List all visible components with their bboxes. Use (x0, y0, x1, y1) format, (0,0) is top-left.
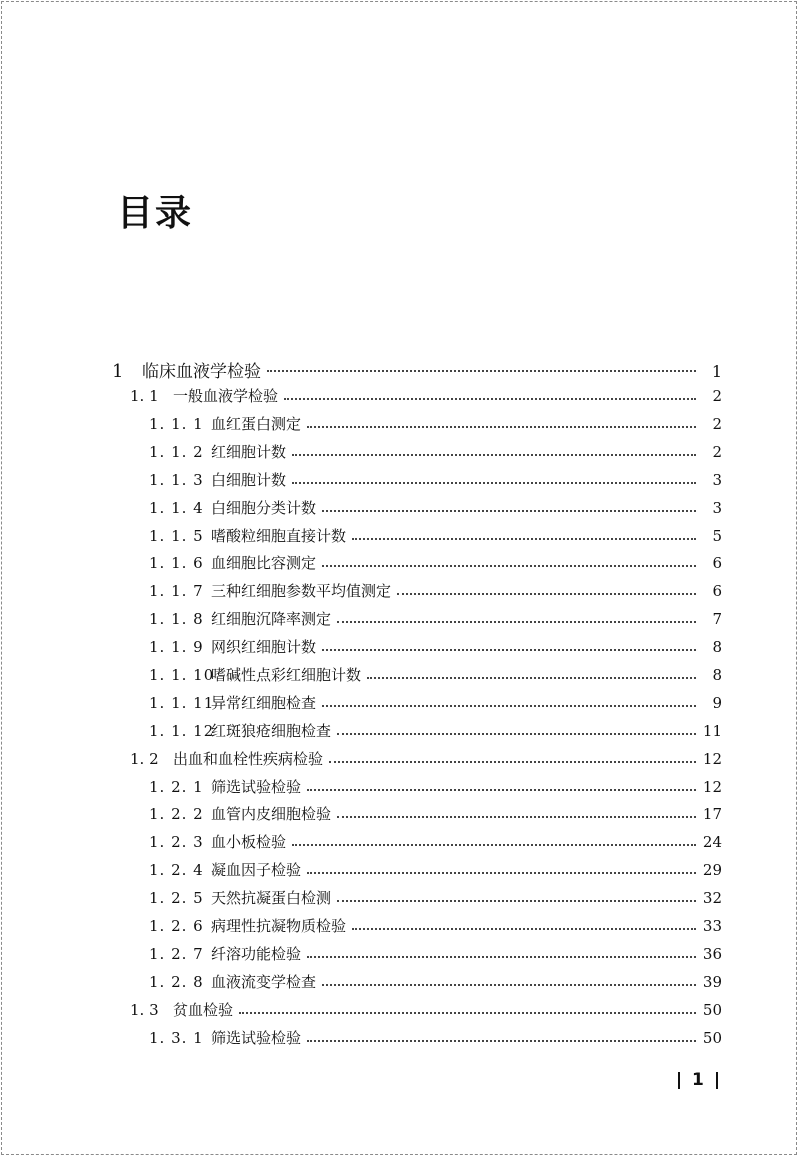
toc-entry-title: 天然抗凝蛋白检测 (211, 889, 332, 907)
toc-leader-dots (322, 984, 696, 986)
footer-bar-left (678, 1072, 680, 1089)
toc-leader-dots (337, 733, 696, 735)
toc-entry-page: 11 (702, 722, 722, 740)
toc-entry-page: 2 (712, 415, 722, 433)
toc-entry-title: 血红蛋白测定 (211, 415, 302, 433)
toc-entry-page: 6 (712, 554, 722, 572)
toc-entry-page: 50 (702, 1029, 722, 1047)
toc-entry-title: 一般血液学检验 (173, 387, 279, 405)
toc-leader-dots (292, 482, 696, 484)
toc-entry-title: 血管内皮细胞检验 (211, 805, 332, 823)
toc-entry-number: 1. 1. 9 (149, 638, 204, 656)
toc-leader-dots (322, 510, 696, 512)
toc-entry[interactable] (149, 441, 722, 463)
toc-entry-page: 6 (712, 582, 722, 600)
toc-entry-page: 17 (702, 805, 722, 823)
toc-leader-dots (352, 538, 696, 540)
toc-entry-page: 12 (702, 778, 722, 796)
toc-entry[interactable] (149, 497, 722, 519)
toc-leader-dots (337, 621, 696, 623)
toc-entry-title: 临床血液学检验 (142, 362, 261, 382)
toc-entry-number: 1. 1. 12 (149, 722, 215, 740)
toc-entry-number: 1. 1 (130, 387, 159, 405)
toc-leader-dots (307, 956, 696, 958)
toc-entry-number: 1. 3 (130, 1001, 159, 1019)
toc-leader-dots (307, 1040, 696, 1042)
toc-entry-title: 嗜酸粒细胞直接计数 (211, 527, 347, 545)
toc-leader-dots (397, 593, 696, 595)
toc-entry-number: 1. 2. 8 (149, 973, 204, 991)
toc-entry-page: 33 (702, 917, 722, 935)
toc-leader-dots (329, 761, 696, 763)
toc-entry-page: 3 (712, 499, 722, 517)
toc-entry[interactable] (149, 971, 722, 993)
toc-leader-dots (284, 398, 696, 400)
toc-leader-dots (322, 649, 696, 651)
toc-entry[interactable] (149, 943, 722, 965)
toc-entry[interactable] (130, 748, 722, 770)
page-title: 目录 (117, 193, 194, 234)
toc-entry[interactable] (149, 915, 722, 937)
toc-entry-page: 36 (702, 945, 722, 963)
toc-entry-title: 贫血检验 (173, 1001, 234, 1019)
toc-leader-dots (307, 789, 696, 791)
toc-entry-number: 1. 1. 10 (149, 666, 215, 684)
toc-leader-dots (322, 565, 696, 567)
toc-entry[interactable] (149, 803, 722, 825)
toc-entry-title: 红细胞沉降率测定 (211, 610, 332, 628)
toc-entry[interactable] (149, 469, 722, 491)
toc-entry-number: 1. 2. 4 (149, 861, 204, 879)
toc-entry[interactable] (149, 859, 722, 881)
toc-entry-page: 32 (702, 889, 722, 907)
toc-entry[interactable] (130, 999, 722, 1021)
toc-entry-number: 1. 1. 6 (149, 554, 204, 572)
toc-entry-page: 7 (712, 610, 722, 628)
toc-entry-page: 50 (702, 1001, 722, 1019)
toc-leader-dots (292, 844, 696, 846)
toc-entry[interactable] (149, 887, 722, 909)
toc-entry[interactable] (149, 831, 722, 853)
toc-entry-title: 血细胞比容测定 (211, 554, 317, 572)
toc-entry-page: 12 (702, 750, 722, 768)
toc-entry-page: 9 (712, 694, 722, 712)
toc-entry-title: 病理性抗凝物质检验 (211, 917, 347, 935)
toc-entry[interactable] (149, 580, 722, 602)
toc-entry-title: 异常红细胞检查 (211, 694, 317, 712)
toc-entry-page: 24 (702, 833, 722, 851)
toc-entry-number: 1. 1. 2 (149, 443, 204, 461)
toc-entry-page: 8 (712, 666, 722, 684)
toc-entry-title: 凝血因子检验 (211, 861, 302, 879)
toc-entry[interactable] (149, 636, 722, 658)
toc-leader-dots (307, 426, 696, 428)
toc-entry[interactable] (130, 385, 722, 407)
toc-entry[interactable] (149, 776, 722, 798)
page-footer (678, 1070, 718, 1090)
toc-entry-title: 纤溶功能检验 (211, 945, 302, 963)
toc-entry-title: 筛选试验检验 (211, 778, 302, 796)
toc-entry-title: 出血和血栓性疾病检验 (173, 750, 324, 768)
toc-entry-number: 1. 2. 6 (149, 917, 204, 935)
toc-entry-page: 3 (712, 471, 722, 489)
toc-entry-number: 1. 1. 3 (149, 471, 204, 489)
toc-leader-dots (307, 872, 696, 874)
toc-entry[interactable] (149, 525, 722, 547)
footer-page-number: 1 (692, 1070, 704, 1090)
toc-entry-title: 血液流变学检查 (211, 973, 317, 991)
toc-entry-number: 1. 3. 1 (149, 1029, 204, 1047)
toc-entry[interactable] (112, 357, 722, 382)
toc-leader-dots (267, 370, 696, 372)
toc-entry-number: 1. 2. 2 (149, 805, 204, 823)
toc-entry[interactable] (149, 720, 722, 742)
toc-entry-title: 红斑狼疮细胞检查 (211, 722, 332, 740)
toc-entry-number: 1. 2. 3 (149, 833, 204, 851)
toc-entry-page: 8 (712, 638, 722, 656)
toc-entry-number: 1. 2 (130, 750, 159, 768)
toc-entry-page: 2 (712, 387, 722, 405)
toc-entry-page: 5 (712, 527, 722, 545)
toc-entry-page: 39 (702, 973, 722, 991)
toc-entry-number: 1. 1. 5 (149, 527, 204, 545)
toc-entry[interactable] (149, 552, 722, 574)
toc-entry-title: 网织红细胞计数 (211, 638, 317, 656)
toc-entry-page: 29 (702, 861, 722, 879)
toc-entry-title: 筛选试验检验 (211, 1029, 302, 1047)
toc-leader-dots (352, 928, 696, 930)
toc-entry[interactable] (149, 413, 722, 435)
toc-entry-number: 1. 1. 4 (149, 499, 204, 517)
toc-entry[interactable] (149, 608, 722, 630)
toc-entry-number: 1 (112, 361, 124, 382)
toc-entry-number: 1. 1. 1 (149, 415, 204, 433)
toc-entry[interactable] (149, 664, 722, 686)
toc-leader-dots (322, 705, 696, 707)
toc-entry-number: 1. 1. 11 (149, 694, 215, 712)
toc-entry-number: 1. 1. 7 (149, 582, 204, 600)
toc-entry-title: 红细胞计数 (211, 443, 287, 461)
toc-entry[interactable] (149, 1027, 722, 1049)
toc-entry-number: 1. 2. 5 (149, 889, 204, 907)
toc-entry-page: 1 (711, 362, 722, 381)
toc-entry[interactable] (149, 692, 722, 714)
toc-leader-dots (292, 454, 696, 456)
toc-entry-title: 白细胞分类计数 (211, 499, 317, 517)
toc-entry-title: 白细胞计数 (211, 471, 287, 489)
toc-leader-dots (239, 1012, 696, 1014)
footer-bar-right (716, 1072, 718, 1089)
toc-leader-dots (337, 816, 696, 818)
toc-entry-page: 2 (712, 443, 722, 461)
toc-leader-dots (367, 677, 696, 679)
toc-entry-title: 嗜碱性点彩红细胞计数 (211, 666, 362, 684)
toc-entry-number: 1. 2. 7 (149, 945, 204, 963)
toc-entry-title: 血小板检验 (211, 833, 287, 851)
toc-entry-number: 1. 1. 8 (149, 610, 204, 628)
toc-entry-title: 三种红细胞参数平均值测定 (211, 582, 392, 600)
toc-leader-dots (337, 900, 696, 902)
toc-entry-number: 1. 2. 1 (149, 778, 204, 796)
